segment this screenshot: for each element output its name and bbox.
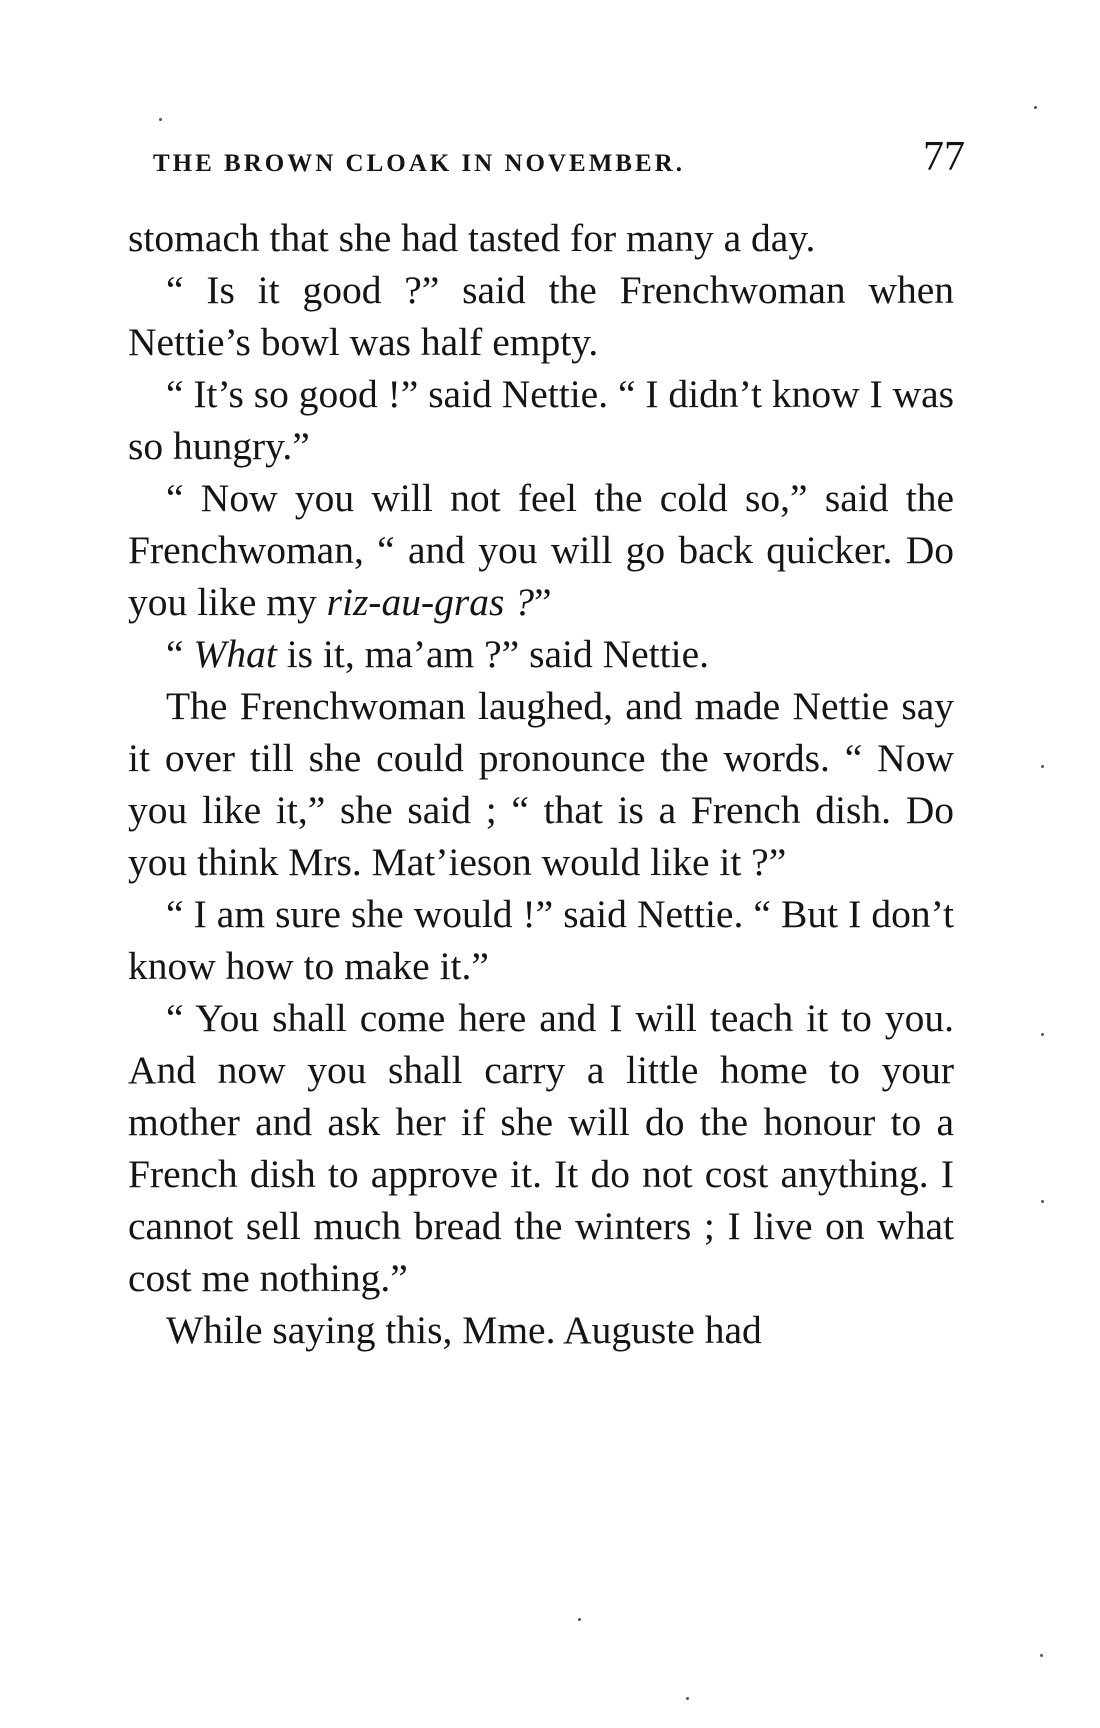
paragraph <box>128 680 954 888</box>
scan-speck <box>1041 1033 1044 1036</box>
paragraph <box>128 1304 954 1356</box>
scan-speck <box>159 118 162 121</box>
text-run: “ Now you will not feel the cold so,” said the Frenchwoman, “ and you will go back quicker. Do you like my <box>128 476 954 624</box>
text-run: ” <box>534 580 552 624</box>
text-run: “ I am sure she would !” said Nettie. “ But I don’t know how to make it.” <box>128 892 954 988</box>
text-run: “ Is it good ?” said the Frenchwoman when Nettie’s bowl was half empty. <box>128 268 954 364</box>
running-title: THE BROWN CLOAK IN NOVEMBER. <box>153 150 685 177</box>
italic-text: riz-au-gras ? <box>326 580 534 624</box>
page-number: 77 <box>923 134 965 180</box>
paragraph <box>128 992 954 1304</box>
paragraph <box>128 264 954 368</box>
paragraph <box>128 628 954 680</box>
running-head <box>153 136 965 184</box>
scan-speck <box>686 1697 689 1700</box>
scan-speck <box>1041 1200 1044 1203</box>
text-body <box>128 212 954 1356</box>
text-run: The Frenchwoman laughed, and made Nettie say it over till she could pronounce the words. “ Now you like it,” she said ; “ that is a French dish. Do you think Mrs. Mat’ieson would like it ?” <box>128 684 954 884</box>
italic-text: What <box>193 632 277 676</box>
text-run: “ It’s so good !” said Nettie. “ I didn’t know I was so hungry.” <box>128 372 955 468</box>
text-run: “ <box>166 632 194 676</box>
scan-speck <box>1040 1654 1043 1657</box>
paragraph <box>128 888 954 992</box>
text-run: While saying this, Mme. Auguste had <box>166 1308 762 1352</box>
scan-speck <box>578 1618 581 1621</box>
text-run: stomach that she had tasted for many a day. <box>128 216 816 260</box>
paragraph <box>128 368 954 472</box>
scan-speck <box>1034 106 1037 109</box>
text-run: “ You shall come here and I will teach it to you. And now you shall carry a little home to your mother and ask her if she will do the honour to a French dish to approve it. It do not cost anything. I cannot sell much bread the winters ; I live on what cost me nothing.” <box>128 996 954 1300</box>
paragraph <box>128 472 954 628</box>
text-run: is it, ma’am ?” said Nettie. <box>276 632 709 676</box>
paragraph <box>128 212 954 264</box>
scan-speck <box>1041 765 1044 768</box>
